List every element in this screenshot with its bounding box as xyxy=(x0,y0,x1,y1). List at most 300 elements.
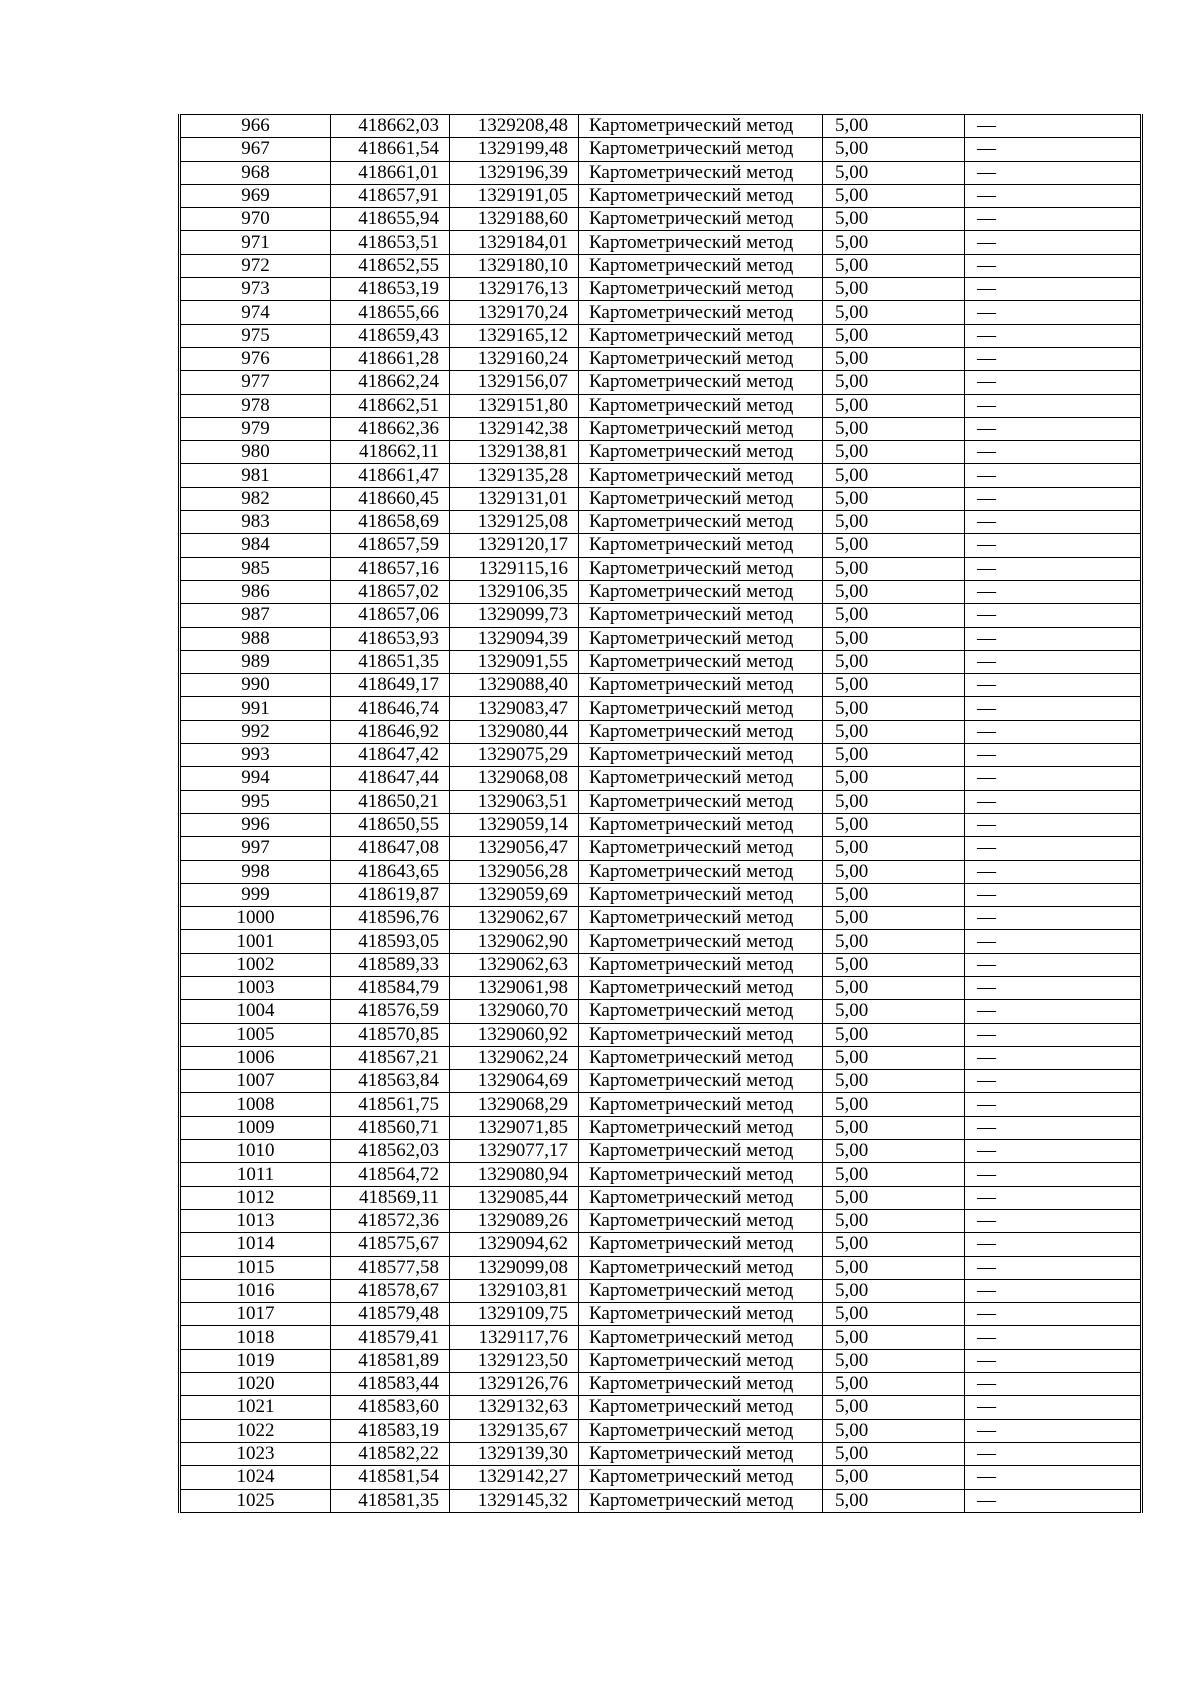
point-number-cell: 979 xyxy=(180,417,331,440)
method-cell: Картометрический метод xyxy=(579,1373,823,1396)
description-cell: — xyxy=(965,1256,1142,1279)
y-coordinate-cell: 1329068,29 xyxy=(450,1093,579,1116)
accuracy-cell: 5,00 xyxy=(823,115,965,138)
accuracy-cell: 5,00 xyxy=(823,1396,965,1419)
method-cell: Картометрический метод xyxy=(579,534,823,557)
accuracy-cell: 5,00 xyxy=(823,674,965,697)
y-coordinate-cell: 1329062,63 xyxy=(450,953,579,976)
x-coordinate-cell: 418560,71 xyxy=(331,1116,450,1139)
x-coordinate-cell: 418576,59 xyxy=(331,1000,450,1023)
point-number-cell: 1016 xyxy=(180,1279,331,1302)
point-number-cell: 994 xyxy=(180,767,331,790)
y-coordinate-cell: 1329139,30 xyxy=(450,1442,579,1465)
table-row xyxy=(180,1093,1142,1116)
method-cell: Картометрический метод xyxy=(579,1186,823,1209)
y-coordinate-cell: 1329060,70 xyxy=(450,1000,579,1023)
accuracy-cell: 5,00 xyxy=(823,627,965,650)
description-cell: — xyxy=(965,1489,1142,1512)
point-number-cell: 1008 xyxy=(180,1093,331,1116)
accuracy-cell: 5,00 xyxy=(823,1256,965,1279)
description-cell: — xyxy=(965,324,1142,347)
x-coordinate-cell: 418649,17 xyxy=(331,674,450,697)
accuracy-cell: 5,00 xyxy=(823,161,965,184)
y-coordinate-cell: 1329077,17 xyxy=(450,1140,579,1163)
description-cell: — xyxy=(965,1093,1142,1116)
point-number-cell: 970 xyxy=(180,208,331,231)
table-row xyxy=(180,208,1142,231)
accuracy-cell: 5,00 xyxy=(823,464,965,487)
description-cell: — xyxy=(965,883,1142,906)
accuracy-cell: 5,00 xyxy=(823,1279,965,1302)
x-coordinate-cell: 418661,28 xyxy=(331,347,450,370)
description-cell: — xyxy=(965,208,1142,231)
method-cell: Картометрический метод xyxy=(579,1070,823,1093)
accuracy-cell: 5,00 xyxy=(823,907,965,930)
description-cell: — xyxy=(965,837,1142,860)
description-cell: — xyxy=(965,487,1142,510)
point-number-cell: 1011 xyxy=(180,1163,331,1186)
description-cell: — xyxy=(965,115,1142,138)
table-row xyxy=(180,1023,1142,1046)
y-coordinate-cell: 1329068,08 xyxy=(450,767,579,790)
table-row xyxy=(180,580,1142,603)
y-coordinate-cell: 1329191,05 xyxy=(450,184,579,207)
point-number-cell: 988 xyxy=(180,627,331,650)
y-coordinate-cell: 1329165,12 xyxy=(450,324,579,347)
x-coordinate-cell: 418661,54 xyxy=(331,138,450,161)
y-coordinate-cell: 1329103,81 xyxy=(450,1279,579,1302)
description-cell: — xyxy=(965,790,1142,813)
y-coordinate-cell: 1329061,98 xyxy=(450,976,579,999)
table-row xyxy=(180,417,1142,440)
accuracy-cell: 5,00 xyxy=(823,208,965,231)
accuracy-cell: 5,00 xyxy=(823,1140,965,1163)
method-cell: Картометрический метод xyxy=(579,883,823,906)
y-coordinate-cell: 1329132,63 xyxy=(450,1396,579,1419)
point-number-cell: 974 xyxy=(180,301,331,324)
description-cell: — xyxy=(965,394,1142,417)
method-cell: Картометрический метод xyxy=(579,161,823,184)
method-cell: Картометрический метод xyxy=(579,953,823,976)
table-row xyxy=(180,231,1142,254)
point-number-cell: 1017 xyxy=(180,1303,331,1326)
y-coordinate-cell: 1329109,75 xyxy=(450,1303,579,1326)
point-number-cell: 987 xyxy=(180,604,331,627)
point-number-cell: 1019 xyxy=(180,1349,331,1372)
x-coordinate-cell: 418570,85 xyxy=(331,1023,450,1046)
y-coordinate-cell: 1329131,01 xyxy=(450,487,579,510)
x-coordinate-cell: 418583,19 xyxy=(331,1419,450,1442)
method-cell: Картометрический метод xyxy=(579,1209,823,1232)
x-coordinate-cell: 418582,22 xyxy=(331,1442,450,1465)
description-cell: — xyxy=(965,1233,1142,1256)
description-cell: — xyxy=(965,976,1142,999)
y-coordinate-cell: 1329170,24 xyxy=(450,301,579,324)
x-coordinate-cell: 418563,84 xyxy=(331,1070,450,1093)
x-coordinate-cell: 418589,33 xyxy=(331,953,450,976)
method-cell: Картометрический метод xyxy=(579,441,823,464)
accuracy-cell: 5,00 xyxy=(823,1046,965,1069)
accuracy-cell: 5,00 xyxy=(823,394,965,417)
description-cell: — xyxy=(965,813,1142,836)
x-coordinate-cell: 418562,03 xyxy=(331,1140,450,1163)
table-row xyxy=(180,1046,1142,1069)
method-cell: Картометрический метод xyxy=(579,1303,823,1326)
x-coordinate-cell: 418660,45 xyxy=(331,487,450,510)
method-cell: Картометрический метод xyxy=(579,860,823,883)
method-cell: Картометрический метод xyxy=(579,837,823,860)
x-coordinate-cell: 418581,35 xyxy=(331,1489,450,1512)
x-coordinate-cell: 418581,54 xyxy=(331,1466,450,1489)
method-cell: Картометрический метод xyxy=(579,487,823,510)
method-cell: Картометрический метод xyxy=(579,1233,823,1256)
table-row xyxy=(180,371,1142,394)
y-coordinate-cell: 1329142,27 xyxy=(450,1466,579,1489)
method-cell: Картометрический метод xyxy=(579,1140,823,1163)
table-row xyxy=(180,557,1142,580)
table-row xyxy=(180,464,1142,487)
method-cell: Картометрический метод xyxy=(579,1326,823,1349)
x-coordinate-cell: 418662,24 xyxy=(331,371,450,394)
x-coordinate-cell: 418577,58 xyxy=(331,1256,450,1279)
table-row xyxy=(180,1326,1142,1349)
accuracy-cell: 5,00 xyxy=(823,813,965,836)
method-cell: Картометрический метод xyxy=(579,744,823,767)
point-number-cell: 989 xyxy=(180,650,331,673)
table-row xyxy=(180,1442,1142,1465)
y-coordinate-cell: 1329106,35 xyxy=(450,580,579,603)
x-coordinate-cell: 418655,66 xyxy=(331,301,450,324)
description-cell: — xyxy=(965,1140,1142,1163)
table-row xyxy=(180,1466,1142,1489)
accuracy-cell: 5,00 xyxy=(823,1116,965,1139)
x-coordinate-cell: 418646,92 xyxy=(331,720,450,743)
table-row xyxy=(180,1163,1142,1186)
y-coordinate-cell: 1329208,48 xyxy=(450,115,579,138)
method-cell: Картометрический метод xyxy=(579,1489,823,1512)
point-number-cell: 997 xyxy=(180,837,331,860)
x-coordinate-cell: 418657,16 xyxy=(331,557,450,580)
y-coordinate-cell: 1329099,73 xyxy=(450,604,579,627)
accuracy-cell: 5,00 xyxy=(823,1093,965,1116)
accuracy-cell: 5,00 xyxy=(823,697,965,720)
method-cell: Картометрический метод xyxy=(579,371,823,394)
accuracy-cell: 5,00 xyxy=(823,557,965,580)
x-coordinate-cell: 418655,94 xyxy=(331,208,450,231)
description-cell: — xyxy=(965,301,1142,324)
method-cell: Картометрический метод xyxy=(579,790,823,813)
table-row xyxy=(180,441,1142,464)
method-cell: Картометрический метод xyxy=(579,231,823,254)
y-coordinate-cell: 1329071,85 xyxy=(450,1116,579,1139)
description-cell: — xyxy=(965,580,1142,603)
y-coordinate-cell: 1329056,47 xyxy=(450,837,579,860)
y-coordinate-cell: 1329123,50 xyxy=(450,1349,579,1372)
accuracy-cell: 5,00 xyxy=(823,1023,965,1046)
y-coordinate-cell: 1329126,76 xyxy=(450,1373,579,1396)
point-number-cell: 978 xyxy=(180,394,331,417)
accuracy-cell: 5,00 xyxy=(823,580,965,603)
description-cell: — xyxy=(965,720,1142,743)
accuracy-cell: 5,00 xyxy=(823,976,965,999)
method-cell: Картометрический метод xyxy=(579,1442,823,1465)
accuracy-cell: 5,00 xyxy=(823,1466,965,1489)
description-cell: — xyxy=(965,1349,1142,1372)
table-row xyxy=(180,161,1142,184)
accuracy-cell: 5,00 xyxy=(823,1209,965,1232)
point-number-cell: 980 xyxy=(180,441,331,464)
y-coordinate-cell: 1329135,67 xyxy=(450,1419,579,1442)
method-cell: Картометрический метод xyxy=(579,1093,823,1116)
description-cell: — xyxy=(965,254,1142,277)
accuracy-cell: 5,00 xyxy=(823,324,965,347)
accuracy-cell: 5,00 xyxy=(823,487,965,510)
table-row xyxy=(180,697,1142,720)
description-cell: — xyxy=(965,534,1142,557)
y-coordinate-cell: 1329188,60 xyxy=(450,208,579,231)
description-cell: — xyxy=(965,441,1142,464)
method-cell: Картометрический метод xyxy=(579,557,823,580)
x-coordinate-cell: 418653,19 xyxy=(331,278,450,301)
accuracy-cell: 5,00 xyxy=(823,953,965,976)
point-number-cell: 1004 xyxy=(180,1000,331,1023)
table-row xyxy=(180,744,1142,767)
method-cell: Картометрический метод xyxy=(579,697,823,720)
point-number-cell: 984 xyxy=(180,534,331,557)
method-cell: Картометрический метод xyxy=(579,976,823,999)
table-row xyxy=(180,1233,1142,1256)
method-cell: Картометрический метод xyxy=(579,324,823,347)
description-cell: — xyxy=(965,1000,1142,1023)
y-coordinate-cell: 1329059,69 xyxy=(450,883,579,906)
y-coordinate-cell: 1329135,28 xyxy=(450,464,579,487)
method-cell: Картометрический метод xyxy=(579,674,823,697)
accuracy-cell: 5,00 xyxy=(823,883,965,906)
table-row xyxy=(180,254,1142,277)
x-coordinate-cell: 418567,21 xyxy=(331,1046,450,1069)
table-row xyxy=(180,347,1142,370)
y-coordinate-cell: 1329075,29 xyxy=(450,744,579,767)
table-row xyxy=(180,1070,1142,1093)
point-number-cell: 1000 xyxy=(180,907,331,930)
table-row xyxy=(180,1396,1142,1419)
point-number-cell: 1002 xyxy=(180,953,331,976)
y-coordinate-cell: 1329196,39 xyxy=(450,161,579,184)
y-coordinate-cell: 1329120,17 xyxy=(450,534,579,557)
method-cell: Картометрический метод xyxy=(579,417,823,440)
accuracy-cell: 5,00 xyxy=(823,184,965,207)
point-number-cell: 986 xyxy=(180,580,331,603)
x-coordinate-cell: 418583,44 xyxy=(331,1373,450,1396)
x-coordinate-cell: 418662,11 xyxy=(331,441,450,464)
x-coordinate-cell: 418569,11 xyxy=(331,1186,450,1209)
method-cell: Картометрический метод xyxy=(579,1349,823,1372)
table-row xyxy=(180,394,1142,417)
table-row xyxy=(180,1303,1142,1326)
point-number-cell: 969 xyxy=(180,184,331,207)
x-coordinate-cell: 418657,91 xyxy=(331,184,450,207)
point-number-cell: 968 xyxy=(180,161,331,184)
table-row xyxy=(180,674,1142,697)
point-number-cell: 1024 xyxy=(180,1466,331,1489)
description-cell: — xyxy=(965,371,1142,394)
y-coordinate-cell: 1329199,48 xyxy=(450,138,579,161)
description-cell: — xyxy=(965,1466,1142,1489)
x-coordinate-cell: 418581,89 xyxy=(331,1349,450,1372)
x-coordinate-cell: 418657,06 xyxy=(331,604,450,627)
method-cell: Картометрический метод xyxy=(579,1000,823,1023)
y-coordinate-cell: 1329156,07 xyxy=(450,371,579,394)
method-cell: Картометрический метод xyxy=(579,1163,823,1186)
method-cell: Картометрический метод xyxy=(579,627,823,650)
method-cell: Картометрический метод xyxy=(579,580,823,603)
description-cell: — xyxy=(965,674,1142,697)
x-coordinate-cell: 418650,21 xyxy=(331,790,450,813)
y-coordinate-cell: 1329064,69 xyxy=(450,1070,579,1093)
x-coordinate-cell: 418653,93 xyxy=(331,627,450,650)
table-row xyxy=(180,907,1142,930)
point-number-cell: 1018 xyxy=(180,1326,331,1349)
point-number-cell: 991 xyxy=(180,697,331,720)
method-cell: Картометрический метод xyxy=(579,650,823,673)
method-cell: Картометрический метод xyxy=(579,254,823,277)
table-row xyxy=(180,324,1142,347)
accuracy-cell: 5,00 xyxy=(823,1349,965,1372)
table-row xyxy=(180,138,1142,161)
point-number-cell: 975 xyxy=(180,324,331,347)
y-coordinate-cell: 1329088,40 xyxy=(450,674,579,697)
point-number-cell: 972 xyxy=(180,254,331,277)
y-coordinate-cell: 1329062,24 xyxy=(450,1046,579,1069)
x-coordinate-cell: 418619,87 xyxy=(331,883,450,906)
accuracy-cell: 5,00 xyxy=(823,650,965,673)
x-coordinate-cell: 418578,67 xyxy=(331,1279,450,1302)
method-cell: Картометрический метод xyxy=(579,720,823,743)
point-number-cell: 995 xyxy=(180,790,331,813)
y-coordinate-cell: 1329184,01 xyxy=(450,231,579,254)
x-coordinate-cell: 418662,03 xyxy=(331,115,450,138)
x-coordinate-cell: 418593,05 xyxy=(331,930,450,953)
y-coordinate-cell: 1329138,81 xyxy=(450,441,579,464)
description-cell: — xyxy=(965,744,1142,767)
x-coordinate-cell: 418579,48 xyxy=(331,1303,450,1326)
table-row xyxy=(180,1279,1142,1302)
description-cell: — xyxy=(965,907,1142,930)
accuracy-cell: 5,00 xyxy=(823,511,965,534)
description-cell: — xyxy=(965,1303,1142,1326)
point-number-cell: 1006 xyxy=(180,1046,331,1069)
point-number-cell: 996 xyxy=(180,813,331,836)
x-coordinate-cell: 418575,67 xyxy=(331,1233,450,1256)
description-cell: — xyxy=(965,278,1142,301)
table-row xyxy=(180,883,1142,906)
point-number-cell: 1007 xyxy=(180,1070,331,1093)
method-cell: Картометрический метод xyxy=(579,347,823,370)
x-coordinate-cell: 418647,44 xyxy=(331,767,450,790)
description-cell: — xyxy=(965,604,1142,627)
accuracy-cell: 5,00 xyxy=(823,278,965,301)
table-row xyxy=(180,604,1142,627)
accuracy-cell: 5,00 xyxy=(823,767,965,790)
point-number-cell: 1012 xyxy=(180,1186,331,1209)
description-cell: — xyxy=(965,184,1142,207)
method-cell: Картометрический метод xyxy=(579,1116,823,1139)
x-coordinate-cell: 418659,43 xyxy=(331,324,450,347)
description-cell: — xyxy=(965,511,1142,534)
description-cell: — xyxy=(965,231,1142,254)
table-row xyxy=(180,1256,1142,1279)
method-cell: Картометрический метод xyxy=(579,1023,823,1046)
x-coordinate-cell: 418661,47 xyxy=(331,464,450,487)
description-cell: — xyxy=(965,1396,1142,1419)
accuracy-cell: 5,00 xyxy=(823,231,965,254)
y-coordinate-cell: 1329056,28 xyxy=(450,860,579,883)
description-cell: — xyxy=(965,627,1142,650)
point-number-cell: 1020 xyxy=(180,1373,331,1396)
y-coordinate-cell: 1329062,67 xyxy=(450,907,579,930)
x-coordinate-cell: 418650,55 xyxy=(331,813,450,836)
table-row xyxy=(180,115,1142,138)
table-row xyxy=(180,720,1142,743)
method-cell: Картометрический метод xyxy=(579,184,823,207)
description-cell: — xyxy=(965,557,1142,580)
point-number-cell: 993 xyxy=(180,744,331,767)
x-coordinate-cell: 418646,74 xyxy=(331,697,450,720)
x-coordinate-cell: 418661,01 xyxy=(331,161,450,184)
accuracy-cell: 5,00 xyxy=(823,371,965,394)
x-coordinate-cell: 418653,51 xyxy=(331,231,450,254)
point-number-cell: 1023 xyxy=(180,1442,331,1465)
method-cell: Картометрический метод xyxy=(579,907,823,930)
table-row xyxy=(180,487,1142,510)
method-cell: Картометрический метод xyxy=(579,1279,823,1302)
accuracy-cell: 5,00 xyxy=(823,417,965,440)
accuracy-cell: 5,00 xyxy=(823,254,965,277)
table-row xyxy=(180,860,1142,883)
description-cell: — xyxy=(965,1279,1142,1302)
coordinates-table xyxy=(178,114,1143,1513)
y-coordinate-cell: 1329094,62 xyxy=(450,1233,579,1256)
description-cell: — xyxy=(965,1209,1142,1232)
x-coordinate-cell: 418657,59 xyxy=(331,534,450,557)
point-number-cell: 1005 xyxy=(180,1023,331,1046)
table-row xyxy=(180,790,1142,813)
table-row xyxy=(180,1489,1142,1512)
accuracy-cell: 5,00 xyxy=(823,301,965,324)
x-coordinate-cell: 418584,79 xyxy=(331,976,450,999)
table-row xyxy=(180,511,1142,534)
y-coordinate-cell: 1329145,32 xyxy=(450,1489,579,1512)
point-number-cell: 1015 xyxy=(180,1256,331,1279)
point-number-cell: 985 xyxy=(180,557,331,580)
accuracy-cell: 5,00 xyxy=(823,1489,965,1512)
accuracy-cell: 5,00 xyxy=(823,1186,965,1209)
point-number-cell: 1022 xyxy=(180,1419,331,1442)
accuracy-cell: 5,00 xyxy=(823,1373,965,1396)
x-coordinate-cell: 418662,36 xyxy=(331,417,450,440)
description-cell: — xyxy=(965,1373,1142,1396)
x-coordinate-cell: 418583,60 xyxy=(331,1396,450,1419)
accuracy-cell: 5,00 xyxy=(823,1163,965,1186)
table-row xyxy=(180,650,1142,673)
table-row xyxy=(180,278,1142,301)
y-coordinate-cell: 1329062,90 xyxy=(450,930,579,953)
accuracy-cell: 5,00 xyxy=(823,744,965,767)
point-number-cell: 982 xyxy=(180,487,331,510)
y-coordinate-cell: 1329115,16 xyxy=(450,557,579,580)
y-coordinate-cell: 1329160,24 xyxy=(450,347,579,370)
y-coordinate-cell: 1329176,13 xyxy=(450,278,579,301)
